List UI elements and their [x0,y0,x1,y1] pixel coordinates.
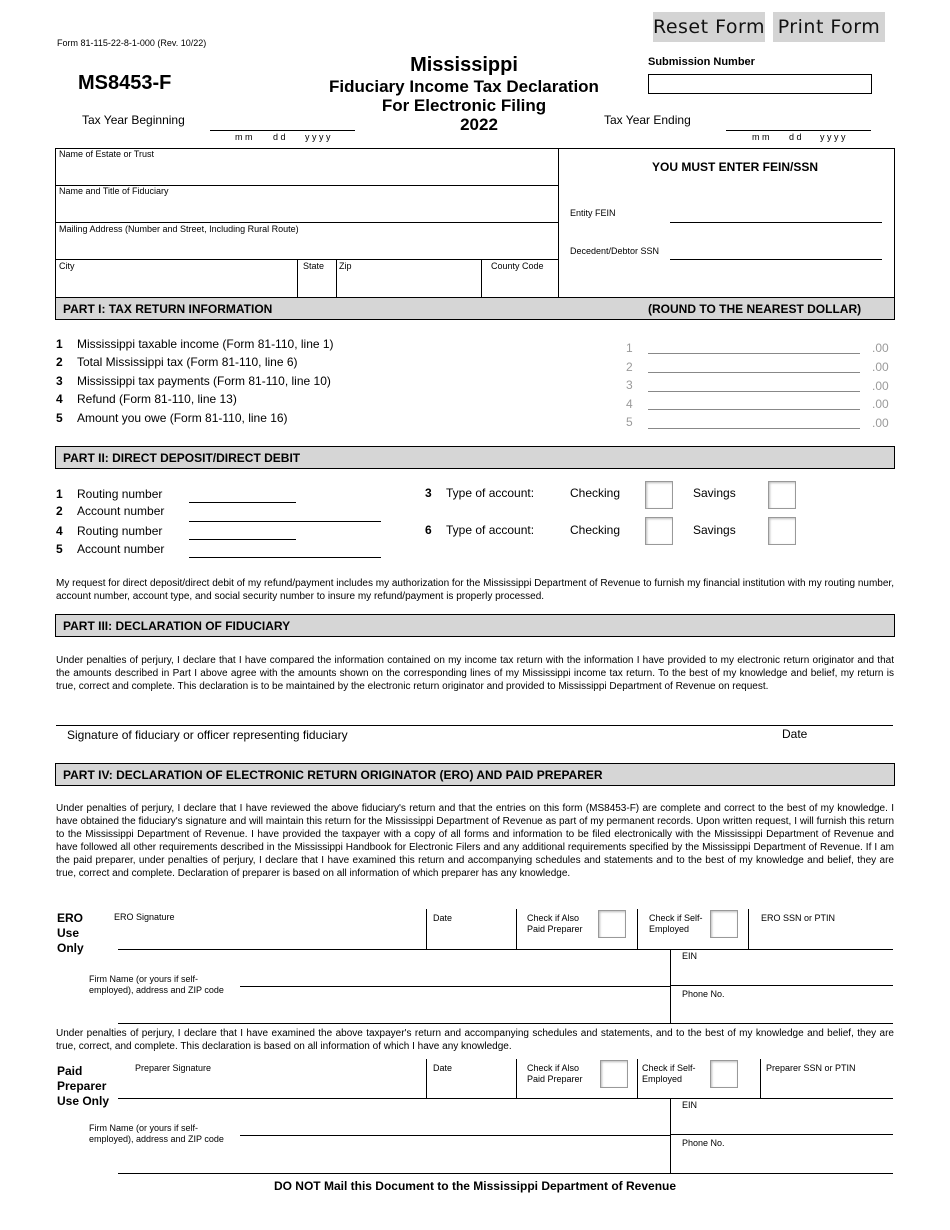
fiduciary-name-input[interactable] [56,197,557,221]
ero-date-input[interactable] [428,924,514,948]
preparer-ein-input[interactable] [672,1111,892,1133]
line-label: Mississippi tax payments (Form 81-110, line 10) [77,374,331,388]
city-label: City [59,261,75,271]
preparer-signature-input[interactable] [130,1075,424,1097]
city-input[interactable] [56,272,296,296]
zip-input[interactable] [337,272,480,296]
line-number: 5 [56,411,63,425]
checking-checkbox-1[interactable] [645,481,673,509]
preparer-ein-label: EIN [682,1100,698,1110]
decedent-ssn-input[interactable] [670,259,882,260]
ero-paid-preparer-label: Paid Preparer [527,924,583,934]
state-label: State [303,261,325,271]
rule [118,1023,893,1024]
preparer-self-employed-label: Employed [642,1074,683,1084]
ero-self-employed-label: Employed [649,924,690,934]
rule [637,909,638,949]
line-number: 3 [425,486,432,500]
ero-firm-input[interactable] [240,986,670,987]
tax-year-beginning-label: Tax Year Beginning [82,113,185,127]
estate-name-input[interactable] [56,160,557,184]
fiduciary-signature-label: Signature of fiduciary or officer representing fiduciary [67,728,348,742]
ero-phone-label: Phone No. [682,989,725,999]
rule [55,259,558,260]
preparer-date-label: Date [433,1063,453,1073]
line-label: Refund (Form 81-110, line 13) [77,392,237,406]
fiduciary-declaration: Under penalties of perjury, I declare that I have compared the information contained on my income tax return with the information I have provided to my electronic return originator and that the amounts described in Part I above agree with the amounts shown on the corresponding lines of my Mississippi income tax return. To the best of my knowledge and belief, my return is true, correct and complete. This declaration is to be maintained by the electronic return originator and provided to Mississippi Department of Revenue on request. [56,655,894,692]
account-type-label: Type of account: [446,523,535,537]
line-number: 4 [56,392,63,406]
date-format-yyyy: y y y y [305,132,331,142]
checking-label: Checking [570,486,621,500]
ero-date-label: Date [433,913,453,923]
county-code-label: County Code [491,261,544,271]
preparer-paid-checkbox[interactable] [600,1060,628,1088]
footer-notice: DO NOT Mail this Document to the Mississippi Department of Revenue [273,1179,677,1193]
entity-divider [558,148,559,297]
ero-self-employed-label: Check if Self- [649,913,703,923]
tax-year-ending-label: Tax Year Ending [604,113,691,127]
line-number: 5 [626,415,633,429]
rule [637,1059,638,1098]
ero-signature-label: ERO Signature [114,912,175,922]
savings-checkbox-2[interactable] [768,517,796,545]
part3-header [55,614,895,637]
reset-form-button[interactable]: Reset Form [653,12,765,42]
tax-year: 2022 [460,115,498,134]
rule [55,222,558,223]
estate-name-label: Name of Estate or Trust [59,149,155,159]
part2-header [55,446,895,469]
fiduciary-signature-line[interactable] [56,725,893,726]
date-format-yyyy: y y y y [820,132,846,142]
form-subtitle: For Electronic Filing [381,96,547,115]
cents: .00 [872,397,889,411]
tax-year-ending-input[interactable] [726,130,871,131]
line-number: 4 [626,397,633,411]
entity-fein-input[interactable] [670,222,882,223]
rule [426,909,427,949]
rule [670,1098,671,1173]
checking-label: Checking [570,523,621,537]
ero-firm-label: Firm Name (or yours if self- [89,974,199,984]
form-number: Form 81-115-22-8-1-000 (Rev. 10/22) [57,38,207,48]
checking-checkbox-2[interactable] [645,517,673,545]
ero-paid-preparer-checkbox[interactable] [598,910,626,938]
zip-label: Zip [339,261,352,271]
routing-number-label: Routing number [77,524,163,538]
savings-label: Savings [693,486,736,500]
ero-ein-input[interactable] [672,962,892,984]
line-number: 6 [425,523,432,537]
cents: .00 [872,416,889,430]
date-format-mm: m m [235,132,253,142]
date-format-dd: d d [789,132,802,142]
ero-label: Use [57,926,80,940]
preparer-ptin-input[interactable] [762,1075,892,1097]
part1-header [55,297,895,320]
routing-number-input-1[interactable] [189,502,296,503]
part4-header [55,763,895,786]
rule [760,1059,761,1098]
part1-note: (ROUND TO THE NEAREST DOLLAR) [648,302,862,316]
taxable-income-input[interactable] [648,353,860,354]
mailing-address-label: Mailing Address (Number and Street, Including Rural Route) [59,224,299,234]
rule [516,1059,517,1098]
part2-title: PART II: DIRECT DEPOSIT/DIRECT DEBIT [63,451,301,465]
preparer-self-employed-label: Check if Self- [642,1063,696,1073]
account-number-input-2[interactable] [189,557,381,558]
fiduciary-date-label: Date [782,727,808,741]
rule [118,949,893,950]
savings-label: Savings [693,523,736,537]
total-tax-input[interactable] [648,372,860,373]
part1-title: PART I: TAX RETURN INFORMATION [63,302,273,316]
rule [670,949,671,1023]
mailing-address-input[interactable] [56,235,557,258]
rule [670,985,893,986]
decedent-ssn-label: Decedent/Debtor SSN [570,246,660,256]
preparer-paid-label: Check if Also [527,1063,580,1073]
cents: .00 [872,360,889,374]
state-title: Mississippi [410,54,518,76]
rule [516,909,517,949]
form-title: Fiduciary Income Tax Declaration [329,77,599,96]
account-number-label: Account number [77,504,165,518]
paid-preparer-label: Paid [57,1064,83,1078]
cents: .00 [872,379,889,393]
preparer-self-employed-checkbox[interactable] [710,1060,738,1088]
line-label: Total Mississippi tax (Form 81-110, line 6) [77,355,298,369]
submission-number-label: Submission Number [648,56,755,68]
ero-self-employed-checkbox[interactable] [710,910,738,938]
date-format-dd: d d [273,132,286,142]
fein-notice: YOU MUST ENTER FEIN/SSN [652,160,819,174]
savings-checkbox-1[interactable] [768,481,796,509]
ero-label: ERO [57,911,84,925]
line-number: 1 [626,341,633,355]
line-number: 3 [626,378,633,392]
preparer-paid-label: Paid Preparer [527,1074,583,1084]
ero-phone-input[interactable] [672,1000,892,1022]
fiduciary-name-label: Name and Title of Fiduciary [59,186,169,196]
county-code-input[interactable] [482,272,557,296]
paid-preparer-label: Preparer [57,1079,107,1093]
preparer-ptin-label: Preparer SSN or PTIN [766,1063,856,1073]
rule [426,1059,427,1098]
ero-ptin-input[interactable] [750,924,892,948]
entity-fein-label: Entity FEIN [570,208,616,218]
line-number: 4 [56,524,63,538]
tax-year-beginning-input[interactable] [210,130,355,131]
line-label: Amount you owe (Form 81-110, line 16) [77,411,288,425]
account-number-input-1[interactable] [189,521,381,522]
rule [748,909,749,949]
account-number-label: Account number [77,542,165,556]
preparer-declaration: Under penalties of perjury, I declare that I have examined the above taxpayer's return and accompanying schedules and statements, and to the best of my knowledge and belief, they are true, correct, and complete. This declaration is based on all information of which I have any knowledge. [56,1028,894,1052]
ero-ptin-label: ERO SSN or PTIN [761,913,836,923]
rule [118,1098,893,1099]
routing-number-label: Routing number [77,487,163,501]
part4-title: PART IV: DECLARATION OF ELECTRONIC RETURN ORIGINATOR (ERO) AND PAID PREPARER [63,768,603,782]
preparer-firm-input[interactable] [240,1135,670,1136]
ero-ein-label: EIN [682,951,698,961]
line-number: 2 [56,355,63,369]
state-input[interactable] [298,272,335,296]
preparer-phone-input[interactable] [672,1149,892,1171]
ero-paid-preparer-label: Check if Also [527,913,580,923]
amount-owed-input[interactable] [648,428,860,429]
routing-number-input-2[interactable] [189,539,296,540]
ero-label: Only [57,941,84,955]
refund-input[interactable] [648,409,860,410]
line-number: 3 [56,374,63,388]
line-number: 1 [56,337,63,351]
preparer-firm-label: employed), address and ZIP code [89,1134,224,1144]
part3-title: PART III: DECLARATION OF FIDUCIARY [63,619,291,633]
ero-firm-label: employed), address and ZIP code [89,985,224,995]
preparer-signature-label: Preparer Signature [135,1063,212,1073]
line-number: 1 [56,487,63,501]
direct-deposit-authorization: My request for direct deposit/direct debit of my refund/payment includes my authorization for the Mississippi Department of Revenue to furnish my financial institution with my routing number, account number, account type, and social security number to insure my refund/payment is properly processed. [56,578,894,602]
line-number: 2 [626,360,633,374]
preparer-date-input[interactable] [428,1075,514,1097]
print-form-button[interactable]: Print Form [773,12,885,42]
ero-signature-input[interactable] [110,924,424,948]
rule [118,1173,893,1174]
tax-payments-input[interactable] [648,391,860,392]
submission-number-input[interactable] [648,74,872,94]
form-code: MS8453-F [78,72,172,94]
preparer-phone-label: Phone No. [682,1138,725,1148]
paid-preparer-label: Use Only [57,1094,110,1108]
line-label: Mississippi taxable income (Form 81-110, line 1) [77,337,334,351]
ero-declaration: Under penalties of perjury, I declare that I have reviewed the above fiduciary's return and that the entries on this form (MS8453-F) are complete and correct to the best of my knowledge. I have obtained the fiduciary's signature and will maintain this return for the Mississippi Department of Revenue as part of my permanent records. Upon written request, I will furnish this return to the Mississippi Department of Revenue. I have provided the taxpayer with a copy of all forms and information to be filed electronically with the Mississippi Department of Revenue and have followed all other requirements described in the Mississippi Handbook for Electronic Filers and any additional requirements specified by the Mississippi Department of Revenue. If I am the paid preparer, under penalties of perjury, I declare that I have examined this return and accompanying schedules and statements and to the best of my knowledge and belief, they are true, correct and complete. Declaration of preparer is based on all information of which preparer has any knowledge. [56,803,894,879]
cents: .00 [872,341,889,355]
account-type-label: Type of account: [446,486,535,500]
preparer-firm-label: Firm Name (or yours if self- [89,1123,199,1133]
line-number: 2 [56,504,63,518]
date-format-mm: m m [752,132,770,142]
rule [670,1134,893,1135]
line-number: 5 [56,542,63,556]
